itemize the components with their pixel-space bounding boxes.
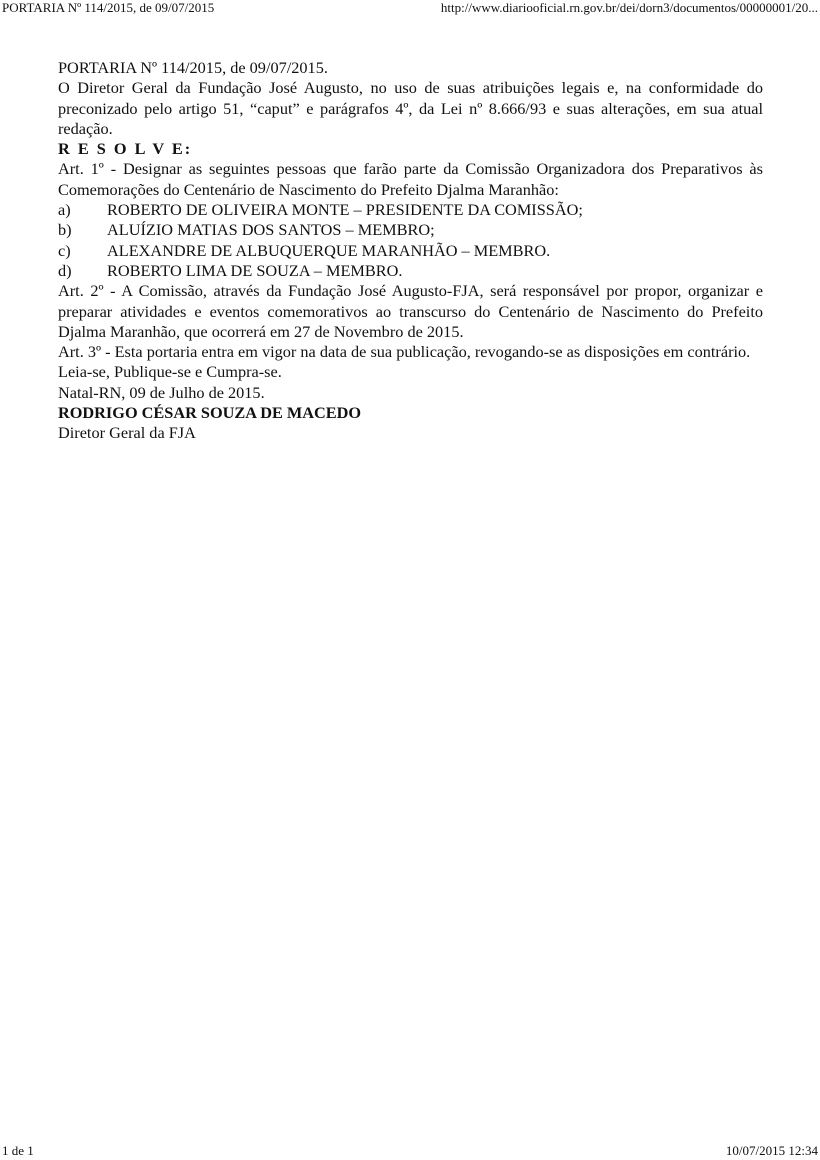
member-text: ALEXANDRE DE ALBUQUERQUE MARANHÃO – MEMBRO. [107,240,551,260]
member-label: c) [58,240,71,260]
article-1: Art. 1º - Designar as seguintes pessoas que farão parte da Comissão Organizadora dos Preparativos às Comemorações do Centenário de Nascimento do Prefeito Djalma Maranhão: [58,159,763,199]
resolve-heading: R E S O L V E: [58,139,193,159]
publish-line: Leia-se, Publique-se e Cumpra-se. [58,362,282,382]
place-date: Natal-RN, 09 de Julho de 2015. [58,382,265,402]
signer-title: Diretor Geral da FJA [58,423,196,443]
member-text: ROBERTO DE OLIVEIRA MONTE – PRESIDENTE DA COMISSÃO; [107,200,583,220]
member-item-d [58,261,763,281]
article-3: Art. 3º - Esta portaria entra em vigor na data de sua publicação, revogando-se as disposições em contrário. [58,342,751,362]
print-header-title: PORTARIA Nº 114/2015, de 09/07/2015 [2,0,215,15]
signer-name: RODRIGO CÉSAR SOUZA DE MACEDO [58,403,362,423]
member-text: ALUÍZIO MATIAS DOS SANTOS – MEMBRO; [107,220,435,240]
print-header-url: http://www.diariooficial.rn.gov.br/dei/dorn3/documentos/00000001/20... [440,0,818,15]
member-item-c [58,241,763,261]
print-footer-page: 1 de 1 [2,1143,34,1158]
member-label: a) [58,200,71,220]
member-label: d) [58,260,72,280]
preamble-paragraph: O Diretor Geral da Fundação José Augusto, no uso de suas atribuições legais e, na conformidade do preconizado pelo artigo 51, “caput” e parágrafos 4º, da Lei nº 8.666/93 e suas alterações, em sua atual redação. [58,78,763,138]
document-body [58,58,763,444]
article-2: Art. 2º - A Comissão, através da Fundação José Augusto-FJA, será responsável por propor, organizar e preparar atividades e eventos comemorativos ao transcurso do Centenário de Nascimento do Prefeito Djalma Maranhão, que ocorrerá em 27 de Novembro de 2015. [58,281,763,341]
member-item-a [58,200,763,220]
print-footer-datetime: 10/07/2015 12:34 [725,1143,818,1158]
member-item-b [58,220,763,240]
member-label: b) [58,220,72,240]
member-text: ROBERTO LIMA DE SOUZA – MEMBRO. [107,260,403,280]
document-title: PORTARIA Nº 114/2015, de 09/07/2015. [58,58,328,77]
